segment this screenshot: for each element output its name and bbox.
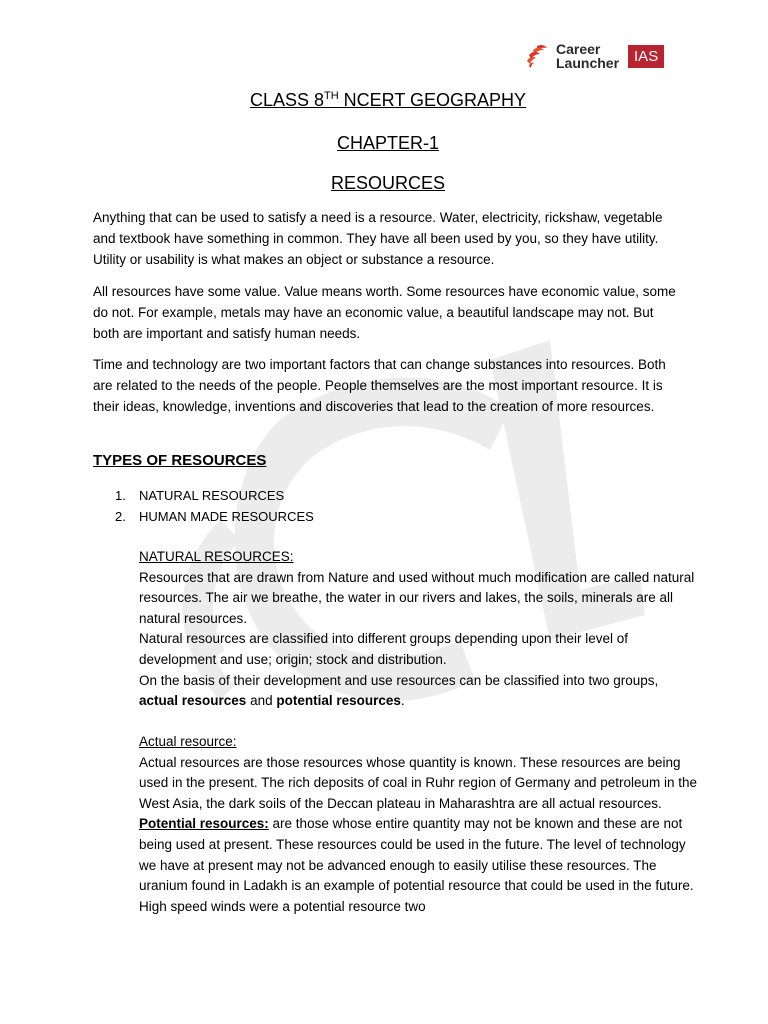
actual-resource-section (139, 732, 699, 917)
ias-badge: IAS (628, 45, 664, 68)
intro-paragraph-2: All resources have some value. Value means worth. Some resources have economic value, some do not. For example, metals may have an economic value, a beautiful landscape may not. But both are important and satisfy human needs. (93, 284, 676, 341)
class-title (93, 90, 683, 111)
list-item-number: 2. (115, 508, 126, 524)
actual-resource-text: Actual resources are those resources whose quantity is known. These resources are being used in the present. The rich deposits of coal in Ruhr region of Germany and petroleum in the West Asia, the dark soils of the Deccan plateau in Maharashtra are all actual resources. (139, 754, 698, 811)
natural-resources-p2: Natural resources are classified into different groups depending upon their level of development and use; origin; stock and distribution. (139, 631, 629, 667)
p3-end: . (400, 693, 405, 709)
class-title-prefix: CLASS 8 (249, 90, 324, 110)
list-item (115, 507, 314, 528)
list-item-number: 1. (115, 488, 126, 503)
types-heading: TYPES OF RESOURCES (93, 452, 267, 469)
p3-mid: and (246, 693, 277, 709)
actual-resources-term: actual resources (139, 693, 247, 709)
logo-mark-icon (523, 42, 551, 70)
potential-resource-text: are those whose entire quantity may not be known and these are not being used at present. These resources could be used in the future. The level of technology we have at present may not be advanced enough to easily utilise these resources. The uranium found in Ladakh is an example of potential resource that could be used in the future. High speed winds were a potential resource two (139, 816, 694, 914)
potential-resource-paragraph (139, 814, 699, 917)
p3-start: On the basis of their development and use resources can be classified into two groups, (139, 672, 659, 688)
intro-paragraph-1: Anything that can be used to satisfy a need is a resource. Water, electricity, rickshaw, vegetable and textbook have something in common. They have all been used by you, so they have utility. Utility or usability is what makes an object or substance a resource. (93, 210, 663, 267)
types-list (115, 486, 314, 527)
list-item-label: NATURAL RESOURCES (139, 488, 285, 503)
chapter-title: CHAPTER-1 (336, 133, 439, 153)
list-item-label: HUMAN MADE RESOURCES (139, 508, 314, 524)
logo-wordmark (556, 42, 619, 70)
natural-resources-heading: NATURAL RESOURCES: (139, 549, 294, 564)
actual-resource-heading: Actual resource: (139, 734, 237, 749)
logo-line-2: Launcher (556, 55, 620, 71)
career-launcher-logo (523, 42, 664, 70)
topic-title: RESOURCES (330, 173, 446, 193)
natural-resources-p1: Resources that are drawn from Nature and used without much modification are called natural resources. The air we breathe, the water in our rivers and lakes, the soils, minerals are all natural resources. (139, 569, 695, 626)
class-title-sup: TH (324, 90, 339, 102)
natural-resources-p3 (139, 671, 699, 712)
natural-resources-section (139, 547, 699, 712)
potential-resource-heading: Potential resources: (139, 816, 269, 832)
potential-resources-term: potential resources (276, 693, 401, 709)
class-title-suffix: NCERT GEOGRAPHY (338, 90, 527, 110)
list-item (115, 486, 314, 507)
logo-line-1: Career (556, 41, 601, 57)
intro-paragraph-3: Time and technology are two important factors that can change substances into resources. Both are related to the needs of the people. People themselves are the most important resource. It is their ideas, knowledge, inventions and discoveries that lead to the creation of more resources. (93, 357, 666, 414)
